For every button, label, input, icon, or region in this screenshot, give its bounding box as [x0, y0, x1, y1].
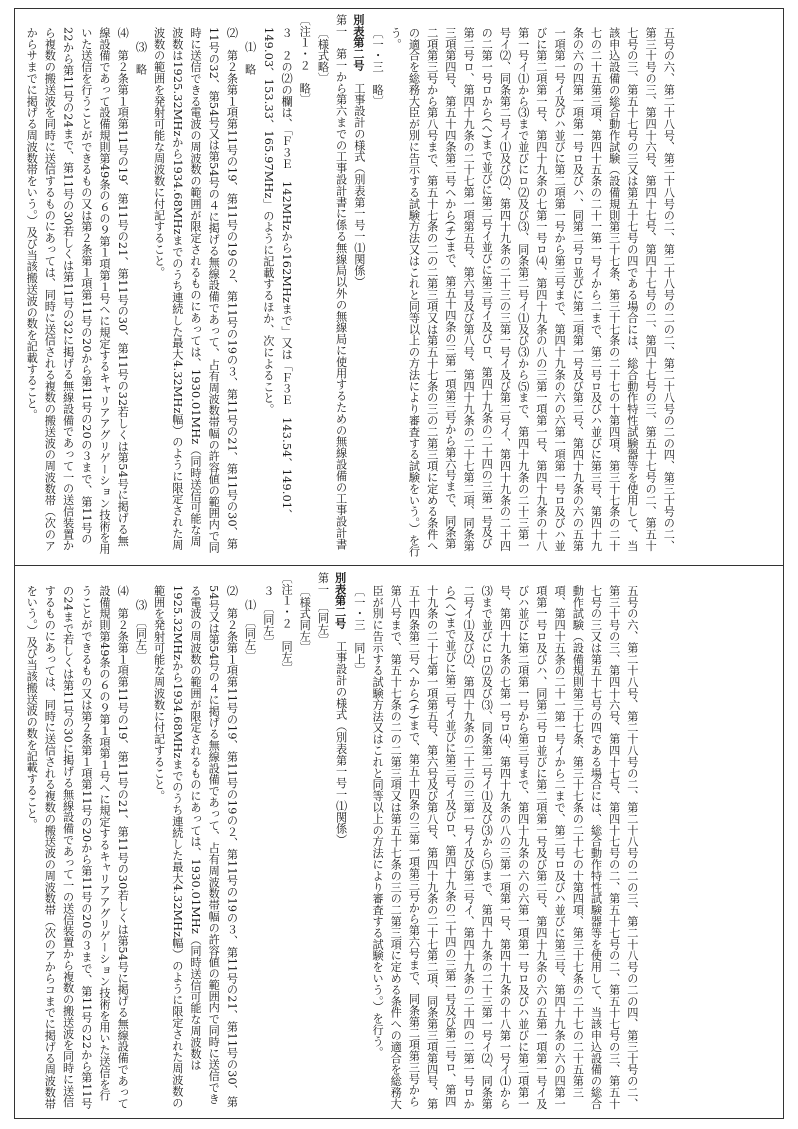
omitted-marker: 〔一・三 同上〕 — [352, 585, 366, 677]
current-text-column — [22, 572, 641, 1112]
table-heading-label: 別表第二号 — [333, 572, 348, 629]
sub-item-1: ⑴ 〔同左〕 — [243, 598, 257, 662]
form-note: 〔様式同左〕 — [298, 585, 312, 654]
table-heading-label: 別表第二号 — [351, 14, 366, 71]
sub-item-2: ⑵ 第２条第１項第11号の19、第11号の19の２、第11号の19の３、第11号の21、第11号の30、第11号の32、第54号又は第54号の４に掲げる無線設備であって、占有周波数帯幅の許容値の範囲内で同時に送信できる電波の周波数の範囲が限定されるものにあっては、1930.01MHz（同時送信可能な周波数は1925.32MHzから1934.68MHzまでのうち連続した最大4.32MHz幅）のように限定された周波数の範囲を発射可能な周波数に付記すること。 — [152, 27, 239, 554]
page-frame-left — [14, 8, 15, 1118]
note-1-2: 〔注１・２ 略〕 — [298, 14, 312, 106]
note-3: ３ ２の⑵の欄は、「Ｆ３Ｅ 142MHzから162MHzまで」又は「Ｆ３Ｅ 143.54、149.01、149.03、153.33、165.97MHz」のように記載するほか、次によること。 — [261, 27, 294, 522]
current-text-panel — [22, 572, 780, 1112]
form-note: 〔様式略〕 — [316, 27, 330, 85]
sub-item-3: ⑶ 略 — [134, 40, 148, 76]
omitted-marker: 〔一・三 略〕 — [371, 27, 385, 108]
sub-item-3: ⑶ 〔同左〕 — [134, 598, 148, 662]
sub-item-1: ⑴ 略 — [243, 40, 257, 76]
body-paragraph: 五号の六、第二十八号、第二十八号の二、第二十八号の二の二、第二十八号の二の四、第三十号の二、第三十号の三、第四十六号、第四十七号、第四十七号の二、第四十七号の三、第五十七号の二、第五十七号の三、第五十七号の三又は第五十七号の四である場合には、総合動作特性試験器等を使用して、当該申込設備の総合動作試験（設備規則第三十七条、第三十七条の二十七の十第四項、第三十七条の二十七の二十五第三項、第四十五条の二十一第一号イから二まで、第二号ロ及びハ並びに第三号、第四十九条の六の四第一項第一号ロ及びハ、同第二号ロ並びに第二項第一号及び第二号、第四十九条の六の五第一項第一号イ及びハ並びに第二項第一号から第三号まで、第四十九条の六の六第一項第一号ロ及びハ並びに第二項第一号、第四十九条の七第一号ロ⑷、第四十九条の八の三第一項第一号、第四十九条の十八第一号イ⑴から⑶まで並びにロ⑵及び⑶、同条第二号イ⑴及び⑶から⑸まで、第四十九条の二十三第一号イ⑵、同条第二号イ⑴及び⑵、第四十九条の二十三の三第一号イ及び第二号イ、第四十九条の二十四の二第一号ロから(へ)まで並びに第二号イ並びに第三号イ及びロ、第四十九条の二十四の三第一号及び第二号ロ、第四十九条の二十七第一項第五号、第六号及び第八号、第四十九条の二十七第二項、同条第三項第四号、第五十四条第二号へから(チ)まで、第五十四条の三第一項第三号から第六号まで、同条第二項第三号から第八号まで、第五十七条の二の二第三項又は第五十七条の三の二第三項に定める条件への適合を総務大臣が別に告示する試験方法又はこれと同等以上の方法により審査する試験をいう。）を行う。 — [389, 27, 676, 558]
revised-text-panel — [22, 14, 780, 558]
sub-item-4: ⑷ 第２条第１項第11号の19、第11号の21、第11号の30、第11号の32若しくは第54号に掲げる無線設備であって設備規則第49条の６の９第１項第１号ヘに規定するキャリアアグリゲーション技術を用いた送信を行うことができるもの又は第２条第１項第11号の20から第11号の20の３まで、第11号の22から第11号の24まで、第11号の30若しくは第11号の32に掲げる無線設備であって一の送信装置から複数の搬送波を同時に送信するものにあっては、同時に送信される複数の搬送波の周波数帯（次のアからサまでに掲げる周波数帯をいう。）及び当該搬送波の数を記載すること。 — [25, 27, 130, 556]
table-heading-title: 工事設計の様式（別表第一号一⑴関係） — [352, 82, 366, 288]
note-1-2: 〔注１・２ 同左〕 — [280, 572, 294, 675]
table-heading-title: 工事設計の様式（別表第一号一⑴関係） — [334, 640, 348, 846]
table-heading — [331, 572, 349, 1112]
item-first: 第一 〔同左〕 — [316, 572, 330, 647]
body-paragraph: 五号の六、第二十八号、第二十八号の二、第二十八号の二の三、第二十八号の二の四、第三十号の二、第三十号の三、第四十六号、第四十七号、第四十七号の二、第五十七号の二、第五十七号の三、第五十七号の三又は第五十七号の四である場合には、総合動作特性試験器等を使用して、当該申込設備の総合動作試験（設備規則第三十七条、第三十七条の二十七の十第四項、第三十七条の二十七の二十五第三項、第四十五条の二十一第一号イから二まで、第二号ロ及びハ並びに第三号、第四十九条の六の四第一項第一号ロ及びハ、同第二号ロ並びに第二項第一号及び第二号、第四十九条の六の五第一項第一号イ及びハ並びに第二項第一号から第三号まで、第四十九条の六の六第一項第一号ロ及びハ並びに第二項第一号、第四十九条の七第一号ロ⑷、第四十九条の八の三第一項第一号、第四十九条の十八第一号イ⑴から⑶まで並びにロ⑵及び⑶、同条第二号イ⑴及び⑶から⑸まで、第四十九条の二十三第一号イ⑵、同条第二号イ⑴及び⑵、第四十九条の二十三の三第一号イ及び第二号イ、第四十九条の二十四の二第一号ロから(へ)まで並びに第二号イ並びに第三号イ及びロ、第四十九条の二十四の三第一号及び第二号ロ、第四十九条の二十七第一項第五号、第六号及び第八号、第四十九条の二十七第二項、同条第三項第四号、第五十四条第二号へから(チ)まで、第五十四条の三第一項第三号から第六号まで、同条第二項第三号から第八号まで、第五十七条の二の二第三項又は第五十七条の三の二第三項に定める条件への適合を総務大臣が別に告示する試験方法又はこれと同等以上の方法により審査する試験をいう。）を行う。 — [371, 585, 639, 1110]
note-3: ３ 〔同左〕 — [261, 585, 275, 649]
sub-item-2: ⑵ 第２条第１項第11号の19、第11号の19の２、第11号の19の３、第11号の21、第11号の30、第54号又は第54号の４に掲げる無線設備であって、占有周波数帯幅の許容値の範囲内で同時に送信できる電波の周波数の範囲が限定されるものにあっては、1930.01MHz（同時送信可能な周波数は1925.32MHzから1934.68MHzまでのうち連続した最大4.32MHz幅）のように限定された周波数の範囲を発射可能な周波数に付記すること。 — [152, 585, 239, 1109]
page-frame-top — [14, 8, 784, 9]
table-heading — [350, 14, 368, 558]
sub-item-4: ⑷ 第２条第１項第11号の19、第11号の21、第11号の30若しくは第54号に掲げる無線設備であって設備規則第49条の６の９第１項第１号ヘに規定するキャリアアグリゲーション技術を用いた送信を行うことができるもの又は第２条第１項第11号の20から第11号の20の３まで、第11号の22から第11号の24まで若しくは第11号の30に掲げる無線設備であって一の送信装置から複数の搬送波を同時に送信するものにあっては、同時に送信される複数の搬送波の周波数帯（次のアからコまでに掲げる周波数帯をいう。）及び当該搬送波の数を記載すること。 — [25, 585, 130, 1110]
page-frame-bottom — [14, 1118, 784, 1119]
page-frame-right — [783, 8, 784, 1118]
revised-text-column — [22, 14, 677, 558]
panel-divider — [14, 565, 784, 566]
item-first: 第一 第一から第六までの工事設計書に係る無線局以外の無線局に使用するための無線設備の工事設計書 — [334, 14, 348, 550]
